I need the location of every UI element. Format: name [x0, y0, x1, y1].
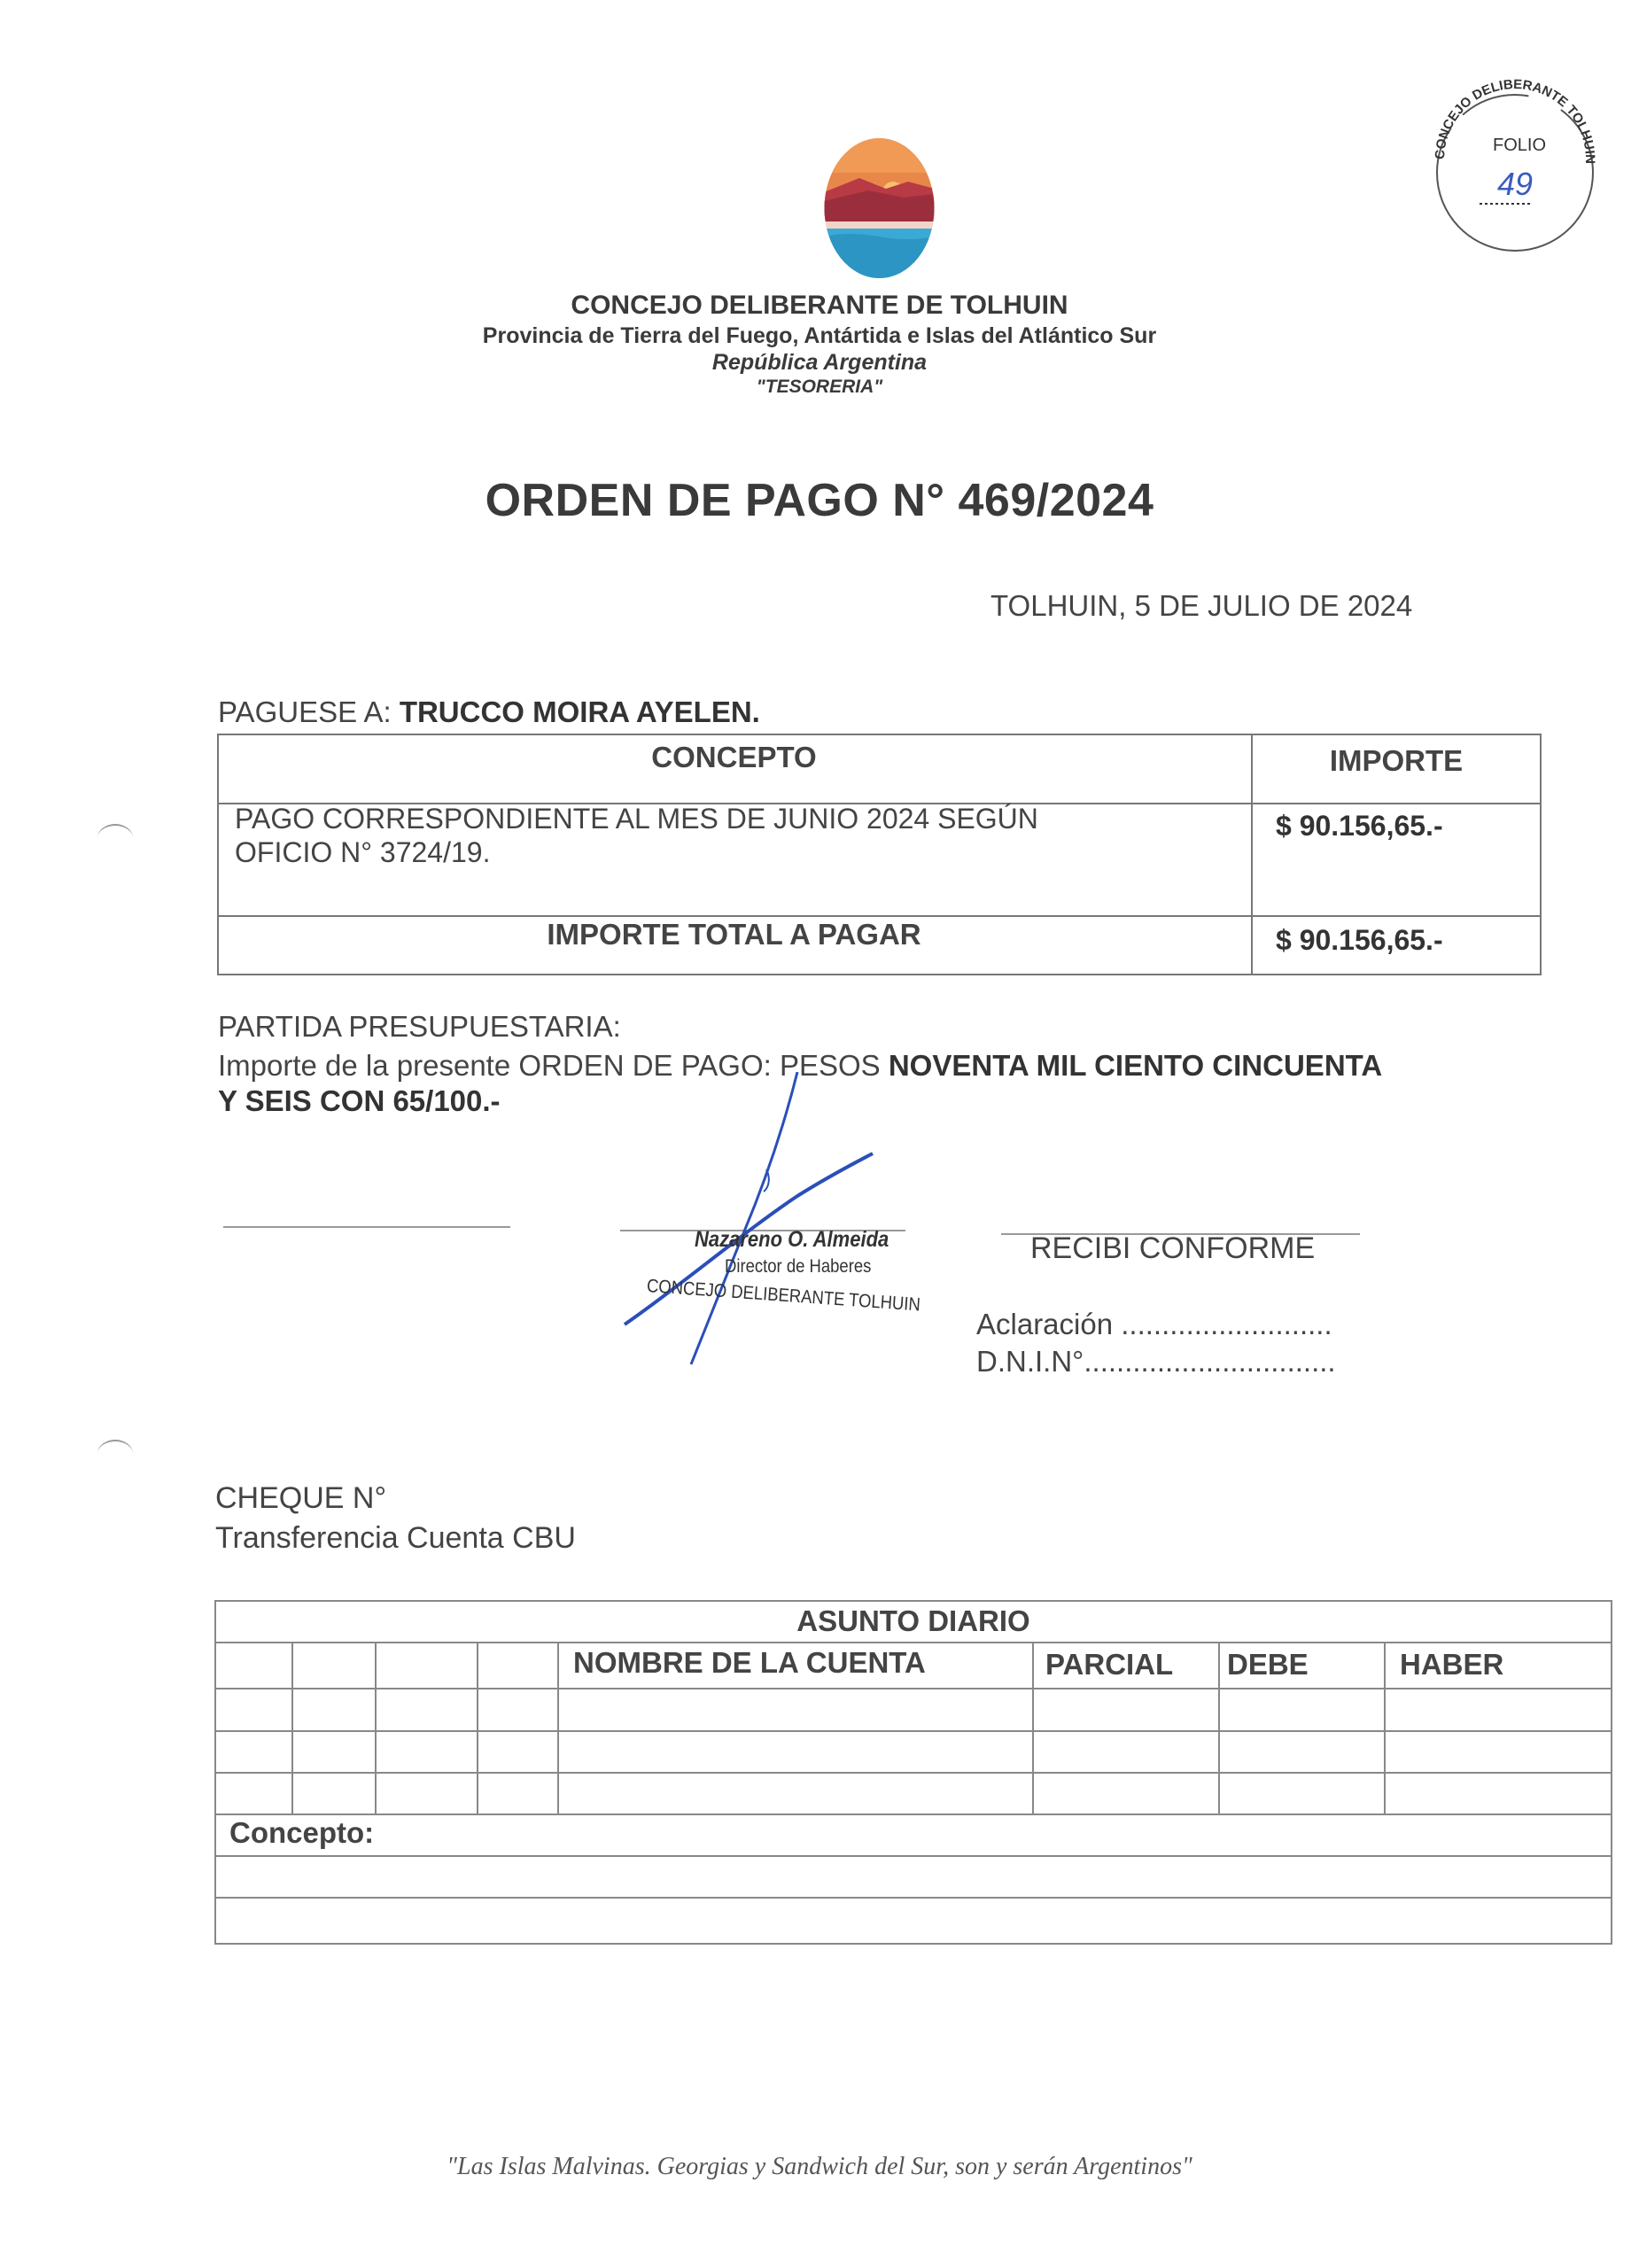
concejo-logo — [824, 137, 935, 279]
asunto-diario-table — [214, 1600, 1612, 1945]
concept-line-1: PAGO CORRESPONDIENTE AL MES DE JUNIO 2024 SEGÚN — [235, 803, 1038, 835]
diario-border-right — [1611, 1600, 1612, 1945]
aclaracion-field: Aclaración .......................... — [976, 1308, 1332, 1340]
diario-col-line-7 — [1384, 1642, 1386, 1814]
diario-title: ASUNTO DIARIO — [796, 1604, 1030, 1637]
handwritten-signature — [611, 1072, 948, 1373]
diario-rule-concepto — [214, 1855, 1612, 1857]
diario-col-line-3 — [477, 1642, 478, 1814]
payee-line — [218, 695, 760, 729]
signature-role: Director de Haberes — [725, 1256, 872, 1277]
margin-mark-top — [97, 824, 133, 852]
diario-col-haber: HABER — [1400, 1648, 1504, 1681]
org-department: "TESORERIA" — [756, 377, 883, 397]
dni-field: D.N.I.N°............................... — [976, 1345, 1336, 1378]
org-province: Provincia de Tierra del Fuego, Antártida e Islas del Atlántico Sur — [482, 323, 1157, 348]
concept-amount: $ 90.156,65.- — [1276, 810, 1443, 842]
diario-border-left — [214, 1600, 216, 1945]
concept-table-total-rule — [217, 915, 1542, 917]
diario-rule-extra — [214, 1897, 1612, 1899]
stamp-ring-text: CONCEJO DELIBERANTE TOLHUIN — [1432, 76, 1598, 165]
partida-presupuestaria: PARTIDA PRESUPUESTARIA: — [218, 1010, 621, 1043]
recibi-conforme: RECIBI CONFORME — [1030, 1231, 1316, 1265]
importe-words-2: Y SEIS CON 65/100.- — [218, 1084, 501, 1117]
diario-rule-top — [214, 1600, 1612, 1602]
document-date: TOLHUIN, 5 DE JULIO DE 2024 — [990, 589, 1413, 622]
diario-rule-row3 — [214, 1814, 1612, 1815]
diario-rule-row2 — [214, 1772, 1612, 1774]
concept-table — [217, 734, 1542, 975]
margin-mark-bottom — [97, 1440, 133, 1468]
footer-quote: "Las Islas Malvinas. Georgias y Sandwich del Sur, son y serán Argentinos" — [447, 2153, 1192, 2180]
importe-words-1: NOVENTA MIL CIENTO CINCUENTA — [888, 1049, 1383, 1082]
diario-col-debe: DEBE — [1227, 1648, 1309, 1681]
total-label: IMPORTE TOTAL A PAGAR — [547, 918, 921, 951]
cheque-number-label: CHEQUE N° — [215, 1481, 387, 1515]
diario-rule-title — [214, 1642, 1612, 1643]
diario-col-line-2 — [375, 1642, 377, 1814]
diario-rule-row1 — [214, 1730, 1612, 1732]
signature-org: CONCEJO DELIBERANTE TOLHUIN — [646, 1276, 921, 1316]
signature-line-left — [223, 1226, 510, 1228]
payee-label: PAGUESE A: — [218, 695, 400, 728]
stamp-label: FOLIO — [1493, 136, 1547, 155]
diario-col-line-5 — [1032, 1642, 1034, 1814]
importe-prefix: Importe de la presente ORDEN DE PAGO: PESOS — [218, 1049, 889, 1082]
signature-name: Nazareno O. Almeida — [695, 1227, 889, 1252]
col-header-concepto: CONCEPTO — [651, 741, 817, 773]
diario-col-line-6 — [1218, 1642, 1220, 1814]
diario-col-nombre: NOMBRE DE LA CUENTA — [573, 1646, 926, 1679]
org-country: República Argentina — [711, 350, 928, 375]
transfer-cbu-label: Transferencia Cuenta CBU — [215, 1521, 576, 1555]
diario-rule-header — [214, 1688, 1612, 1689]
concept-line-2: OFICIO N° 3724/19. — [235, 836, 491, 868]
diario-concepto-label: Concepto: — [229, 1816, 375, 1849]
col-header-importe: IMPORTE — [1329, 744, 1464, 777]
org-name: CONCEJO DELIBERANTE DE TOLHUIN — [571, 291, 1068, 320]
total-amount: $ 90.156,65.- — [1276, 924, 1443, 956]
diario-col-parcial: PARCIAL — [1045, 1648, 1174, 1681]
diario-col-line-4 — [557, 1642, 559, 1814]
diario-col-line-1 — [291, 1642, 293, 1814]
document-title: ORDEN DE PAGO N° 469/2024 — [485, 475, 1154, 526]
payee-name: TRUCCO MOIRA AYELEN. — [399, 695, 760, 728]
stamp-number: 49 — [1497, 166, 1534, 202]
diario-rule-bottom — [214, 1943, 1612, 1945]
folio-stamp — [1409, 62, 1612, 266]
